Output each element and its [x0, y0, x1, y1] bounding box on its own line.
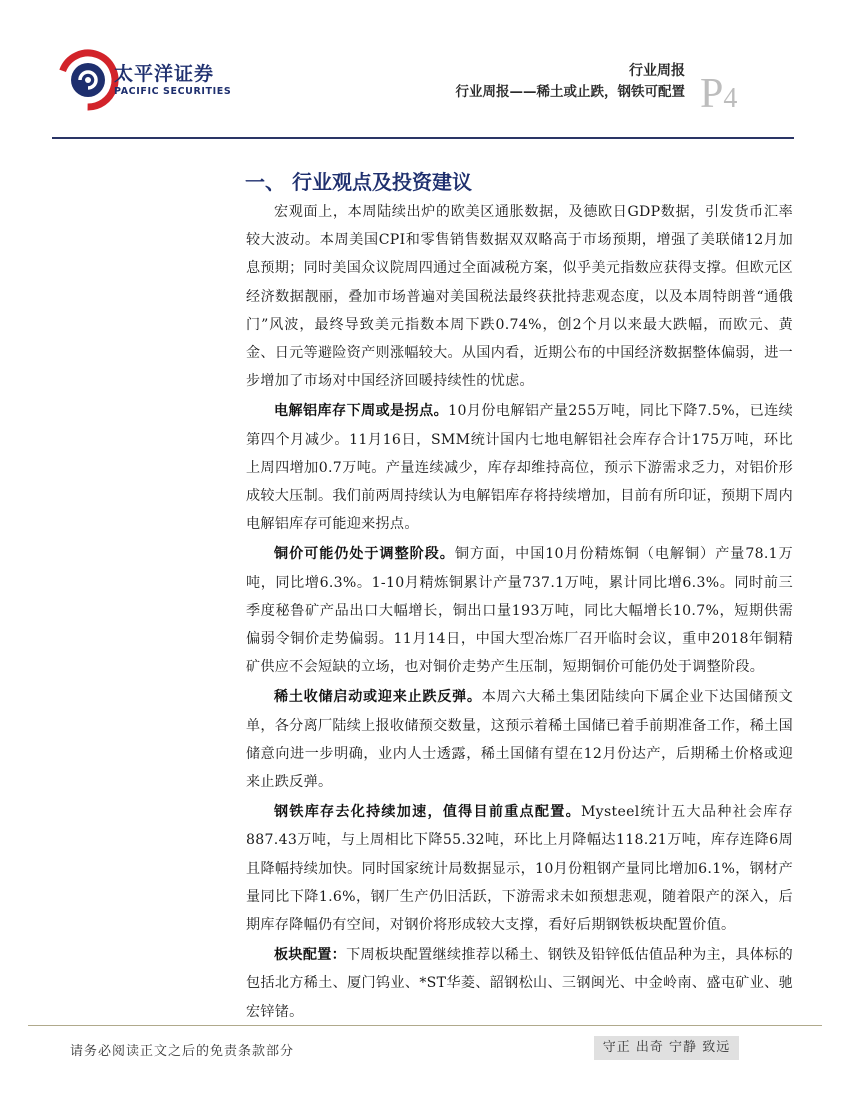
section-title: 一、 行业观点及投资建议 [245, 170, 472, 194]
paragraph-text: 下周板块配置继续推荐以稀土、钢铁及铅锌低估值品种为主，具体标的包括北方稀土、厦门钨业、*ST华菱、韶钢松山、三钢闽光、中金岭南、盛屯矿业、驰宏锌锗。 [246, 947, 794, 1020]
logo-wordmark [114, 63, 231, 98]
logo-cn-text: 太平洋证券 [114, 63, 215, 85]
paragraph-text: 10月份电解铝产量255万吨，同比下降7.5%，已连续第四个月减少。11月16日，SMM统计国内七地电解铝社会库存合计175万吨，环比上周四增加0.7万吨。产量连续减少，库存却维持高位，预示下游需求乏力，对铝价形成较大压制。我们前两周持续认为电解铝库存将持续增加，目前有所印证，预期下周内电解铝库存可能迎来拐点。 [246, 403, 793, 533]
logo-en-text: PACIFIC SECURITIES [114, 86, 232, 97]
footer-disclaimer: 请务必阅读正文之后的免责条款部分 [70, 1044, 295, 1059]
paragraph-lead: 铜价可能仍处于调整阶段。 [274, 546, 455, 563]
page-letter: P [700, 71, 724, 117]
paragraph-allocation [246, 941, 793, 1026]
paragraph-lead: 电解铝库存下周或是拐点。 [274, 403, 449, 420]
paragraph-text: 宏观面上，本周陆续出炉的欧美区通胀数据，及德欧日GDP数据，引发货币汇率较大波动。本周美国CPI和零售销售数据双双略高于市场预期，增强了美联储12月加息预期；同时美国众议院周四通过全面减税方案，似乎美元指数应获得支撑。但欧元区经济数据靓丽，叠加市场普遍对美国税法最终获批持悲观态度，以及本周特朗普“通俄门”风波，最终导致美元指数本周下跌0.74%，创2个月以来最大跌幅，而欧元、黄金、日元等避险资产则涨幅较大。从国内看，近期公布的中国经济数据整体偏弱，进一步增加了市场对中国经济回暖持续性的忧虑。 [246, 204, 793, 390]
page-digit: 4 [723, 83, 738, 114]
paragraph-copper [246, 540, 793, 681]
paragraph-rare-earth [246, 683, 793, 796]
paragraph-aluminum [246, 397, 793, 538]
paragraph-lead: 板块配置： [274, 947, 347, 964]
page-number [700, 68, 737, 125]
paragraph-text: 铜方面，中国10月份精炼铜（电解铜）产量78.1万吨，同比增6.3%。1-10月精炼铜累计产量737.1万吨，累计同比增6.3%。同时前三季度秘鲁矿产品出口大幅增长，铜出口量193万吨，同比大幅增长10.7%，短期供需偏弱令铜价走势偏弱。11月14日，中国大型冶炼厂召开临时会议，重申2018年铜精矿供应不会短缺的立场，也对铜价走势产生压制，短期铜价可能仍处于调整阶段。 [246, 546, 793, 676]
paragraph-macro [246, 198, 793, 395]
report-type: 行业周报 [629, 63, 685, 79]
paragraph-text: 本周六大稀土集团陆续向下属企业下达国储预文单，各分离厂陆续上报收储预交数量，这预示着稀土国储已着手前期准备工作，稀土国储意向进一步明确，业内人士透露，稀土国储有望在12月份达产，后期稀土价格或迎来止跌反弹。 [246, 689, 793, 791]
paragraph-lead: 钢铁库存去化持续加速，值得目前重点配置。 [274, 804, 581, 821]
paragraph-steel [246, 798, 793, 939]
paragraph-lead: 稀土收储启动或迎来止跌反弹。 [274, 689, 482, 706]
report-title: 行业周报——稀土或止跌，钢铁可配置 [455, 84, 685, 100]
footer-divider [28, 1025, 822, 1026]
report-body [246, 198, 793, 1028]
header-divider [52, 137, 794, 139]
footer-motto: 守正 出奇 宁静 致远 [594, 1036, 739, 1060]
paragraph-text: Mysteel统计五大品种社会库存887.43万吨，与上周相比下降55.32吨，环比上月降幅达118.21万吨，库存连降6周且降幅持续加快。同时国家统计局数据显示，10月份粗钢产量同比增加6.1%，钢材产量同比下降1.6%，钢厂生产仍旧活跃，下游需求未如预想悲观，随着限产的深入，后期库存降幅仍有空间，对钢价将形成较大支撑，看好后期钢铁板块配置价值。 [246, 804, 794, 934]
